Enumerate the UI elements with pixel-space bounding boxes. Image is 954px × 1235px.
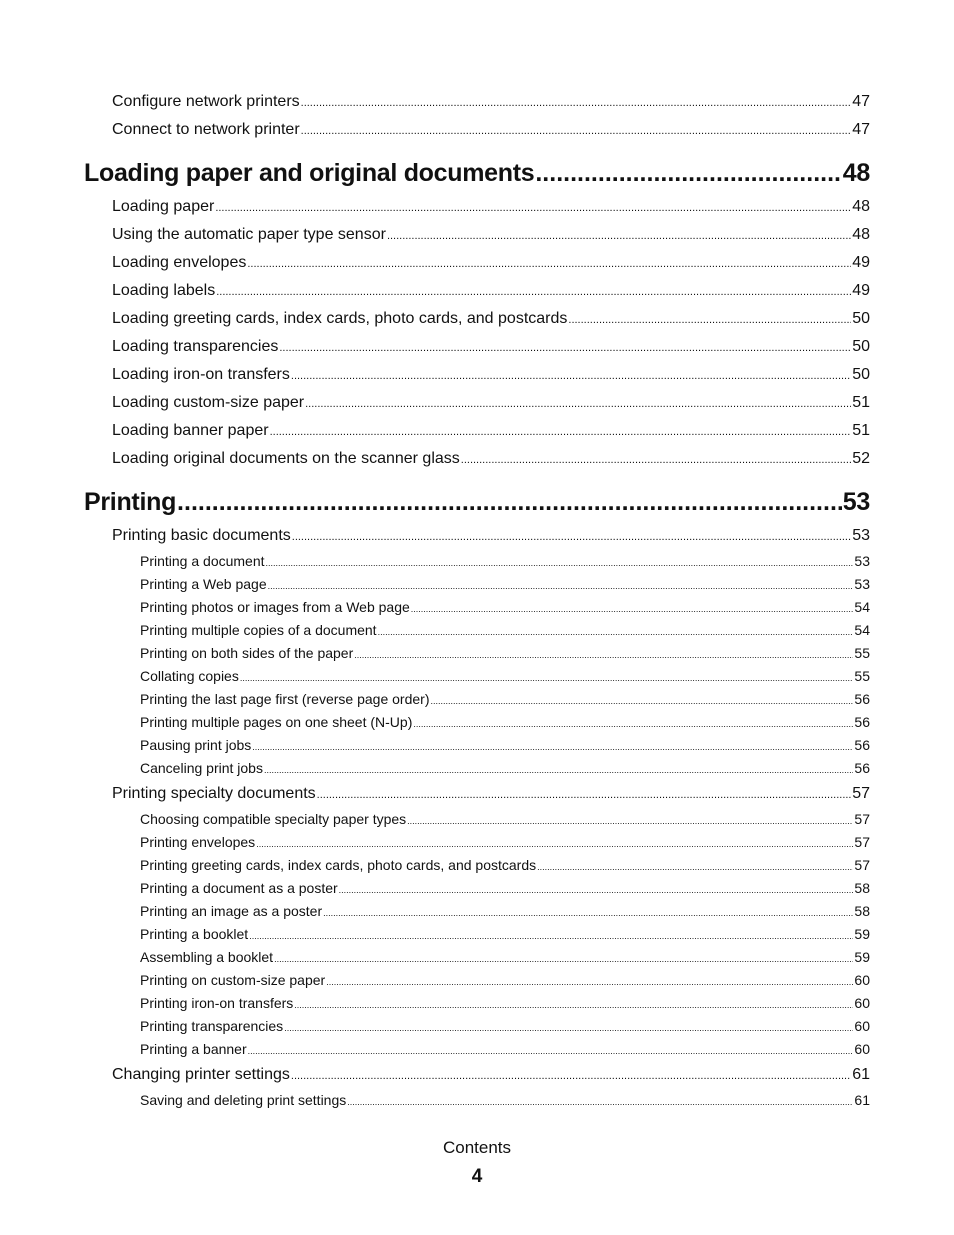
toc-entry-title: Collating copies — [140, 668, 239, 684]
dot-leader — [411, 598, 854, 619]
toc-entry-page: 53 — [854, 576, 870, 592]
dot-leader — [305, 390, 851, 417]
toc-entry-title: Printing a document as a poster — [140, 880, 338, 896]
toc-entry-title: Loading original documents on the scanner glass — [112, 450, 460, 467]
toc-entry-title: Printing on both sides of the paper — [140, 645, 354, 661]
dot-leader — [248, 1040, 854, 1061]
toc-entry-page: 59 — [854, 926, 870, 942]
toc-entry-page: 48 — [852, 198, 870, 215]
toc-entry-title: Printing an image as a poster — [140, 903, 323, 919]
toc-entry-page: 60 — [854, 995, 870, 1011]
toc-section-entry[interactable] — [84, 1061, 870, 1089]
toc-entry-page: 52 — [852, 450, 870, 467]
dot-leader — [268, 575, 854, 596]
toc-entry-page: 53 — [842, 488, 870, 516]
toc-entry-page: 53 — [852, 527, 870, 544]
dot-leader — [249, 925, 853, 946]
dot-leader — [537, 856, 853, 877]
toc-entry-title: Saving and deleting print settings — [140, 1092, 347, 1108]
toc-section-entry[interactable] — [84, 361, 870, 389]
toc-entry-title: Printing a booklet — [140, 926, 249, 942]
toc-subsection-entry[interactable] — [84, 831, 870, 854]
dot-leader — [292, 523, 851, 550]
toc-entry-title: Loading labels — [112, 282, 216, 299]
toc-entry-page: 57 — [854, 811, 870, 827]
footer-label: Contents — [442, 1138, 512, 1157]
toc-entry-title: Connect to network printer — [112, 121, 300, 138]
dot-leader — [430, 690, 853, 711]
table-of-contents — [84, 88, 870, 1112]
dot-leader — [326, 971, 853, 992]
toc-subsection-entry[interactable] — [84, 946, 870, 969]
toc-entry-title: Using the automatic paper type sensor — [112, 226, 386, 243]
toc-subsection-entry[interactable] — [84, 1015, 870, 1038]
dot-leader — [413, 713, 853, 734]
toc-entry-title: Pausing print jobs — [140, 737, 252, 753]
toc-entry-page: 53 — [854, 553, 870, 569]
dot-leader — [294, 994, 853, 1015]
toc-entry-title: Canceling print jobs — [140, 760, 263, 776]
toc-entry-title: Printing the last page first (reverse page order) — [140, 691, 430, 707]
toc-section-entry[interactable] — [84, 305, 870, 333]
toc-entry-title: Printing on custom-size paper — [140, 972, 326, 988]
toc-subsection-entry[interactable] — [84, 665, 870, 688]
toc-entry-page: 61 — [852, 1066, 870, 1083]
dot-leader — [323, 902, 853, 923]
toc-entry-title: Printing multiple copies of a document — [140, 622, 377, 638]
toc-entry-page: 55 — [854, 645, 870, 661]
toc-subsection-entry[interactable] — [84, 688, 870, 711]
toc-entry-title: Choosing compatible specialty paper types — [140, 811, 407, 827]
toc-entry-title: Loading iron-on transfers — [112, 366, 290, 383]
dot-leader — [535, 154, 841, 192]
toc-entry-page: 56 — [854, 737, 870, 753]
toc-section-entry[interactable] — [84, 417, 870, 445]
toc-subsection-entry[interactable] — [84, 596, 870, 619]
toc-entry-title: Printing transparencies — [140, 1018, 284, 1034]
toc-section-entry[interactable] — [84, 780, 870, 808]
dot-leader — [291, 1062, 851, 1089]
dot-leader — [387, 222, 851, 249]
toc-entry-page: 50 — [852, 366, 870, 383]
toc-subsection-entry[interactable] — [84, 734, 870, 757]
toc-subsection-entry[interactable] — [84, 619, 870, 642]
toc-entry-page: 60 — [854, 1018, 870, 1034]
toc-entry-page: 47 — [852, 121, 870, 138]
dot-leader — [270, 418, 852, 445]
dot-leader — [317, 781, 852, 808]
toc-entry-title: Loading paper — [112, 198, 215, 215]
toc-subsection-entry[interactable] — [84, 757, 870, 780]
toc-entry-title: Printing greeting cards, index cards, photo cards, and postcards — [140, 857, 537, 873]
toc-entry-page: 54 — [854, 622, 870, 638]
toc-subsection-entry[interactable] — [84, 923, 870, 946]
toc-subsection-entry[interactable] — [84, 992, 870, 1015]
toc-entry-page: 58 — [854, 880, 870, 896]
dot-leader — [347, 1091, 853, 1112]
dot-leader — [177, 483, 842, 521]
toc-entry-title: Printing basic documents — [112, 527, 291, 544]
dot-leader — [291, 362, 851, 389]
dot-leader — [568, 306, 851, 333]
toc-entry-page: 50 — [852, 338, 870, 355]
dot-leader — [240, 667, 854, 688]
toc-entry-title: Loading paper and original documents — [84, 159, 535, 187]
toc-subsection-entry[interactable] — [84, 877, 870, 900]
toc-section-entry[interactable] — [84, 522, 870, 550]
toc-subsection-entry[interactable] — [84, 854, 870, 877]
dot-leader — [354, 644, 853, 665]
toc-entry-page: 61 — [854, 1092, 870, 1108]
toc-subsection-entry[interactable] — [84, 1038, 870, 1061]
toc-chapter-entry[interactable] — [84, 483, 870, 521]
toc-section-entry[interactable] — [84, 221, 870, 249]
toc-section-entry[interactable] — [84, 116, 870, 144]
toc-entry-page: 59 — [854, 949, 870, 965]
dot-leader — [461, 446, 851, 473]
toc-subsection-entry[interactable] — [84, 573, 870, 596]
toc-entry-title: Printing a document — [140, 553, 265, 569]
dot-leader — [378, 621, 854, 642]
toc-section-entry[interactable] — [84, 389, 870, 417]
toc-entry-page: 49 — [852, 282, 870, 299]
dot-leader — [252, 736, 853, 757]
toc-entry-title: Configure network printers — [112, 93, 300, 110]
toc-section-entry[interactable] — [84, 88, 870, 116]
toc-entry-title: Loading transparencies — [112, 338, 279, 355]
dot-leader — [247, 250, 851, 277]
toc-entry-page: 60 — [854, 1041, 870, 1057]
toc-entry-page: 51 — [852, 394, 870, 411]
toc-section-entry[interactable] — [84, 445, 870, 473]
toc-subsection-entry[interactable] — [84, 1089, 870, 1112]
dot-leader — [284, 1017, 853, 1038]
toc-entry-page: 54 — [854, 599, 870, 615]
toc-entry-page: 55 — [854, 668, 870, 684]
toc-entry-page: 58 — [854, 903, 870, 919]
toc-entry-page: 48 — [842, 159, 870, 187]
toc-entry-page: 56 — [854, 691, 870, 707]
toc-entry-page: 47 — [852, 93, 870, 110]
toc-entry-title: Loading custom-size paper — [112, 394, 305, 411]
toc-entry-page: 56 — [854, 760, 870, 776]
toc-section-entry[interactable] — [84, 277, 870, 305]
dot-leader — [301, 117, 852, 144]
toc-entry-title: Printing iron-on transfers — [140, 995, 294, 1011]
dot-leader — [301, 89, 852, 116]
toc-entry-title: Loading greeting cards, index cards, photo cards, and postcards — [112, 310, 568, 327]
toc-subsection-entry[interactable] — [84, 550, 870, 573]
toc-section-entry[interactable] — [84, 249, 870, 277]
dot-leader — [256, 833, 853, 854]
toc-subsection-entry[interactable] — [84, 711, 870, 734]
toc-entry-page: 48 — [852, 226, 870, 243]
dot-leader — [216, 278, 851, 305]
toc-entry-page: 57 — [854, 857, 870, 873]
toc-entry-title: Printing a banner — [140, 1041, 247, 1057]
dot-leader — [215, 194, 851, 221]
toc-entry-title: Printing a Web page — [140, 576, 267, 592]
toc-entry-page: 57 — [852, 785, 870, 802]
toc-entry-title: Loading banner paper — [112, 422, 269, 439]
toc-entry-page: 51 — [852, 422, 870, 439]
dot-leader — [407, 810, 853, 831]
toc-entry-title: Assembling a booklet — [140, 949, 274, 965]
toc-entry-title: Printing multiple pages on one sheet (N-Up) — [140, 714, 413, 730]
toc-subsection-entry[interactable] — [84, 969, 870, 992]
toc-entry-title: Printing specialty documents — [112, 785, 316, 802]
toc-subsection-entry[interactable] — [84, 808, 870, 831]
toc-entry-page: 57 — [854, 834, 870, 850]
toc-entry-title: Printing — [84, 488, 177, 516]
toc-entry-page: 56 — [854, 714, 870, 730]
dot-leader — [274, 948, 853, 969]
toc-entry-page: 60 — [854, 972, 870, 988]
toc-section-entry[interactable] — [84, 193, 870, 221]
toc-chapter-entry[interactable] — [84, 154, 870, 192]
footer-page-number: 4 — [471, 1166, 483, 1187]
toc-entry-page: 49 — [852, 254, 870, 271]
toc-entry-title: Printing envelopes — [140, 834, 256, 850]
dot-leader — [264, 759, 853, 780]
toc-entry-title: Loading envelopes — [112, 254, 247, 271]
toc-entry-title: Changing printer settings — [112, 1066, 290, 1083]
toc-subsection-entry[interactable] — [84, 642, 870, 665]
toc-section-entry[interactable] — [84, 333, 870, 361]
toc-entry-page: 50 — [852, 310, 870, 327]
toc-subsection-entry[interactable] — [84, 900, 870, 923]
dot-leader — [266, 552, 854, 573]
dot-leader — [339, 879, 854, 900]
dot-leader — [279, 334, 851, 361]
toc-entry-title: Printing photos or images from a Web page — [140, 599, 410, 615]
